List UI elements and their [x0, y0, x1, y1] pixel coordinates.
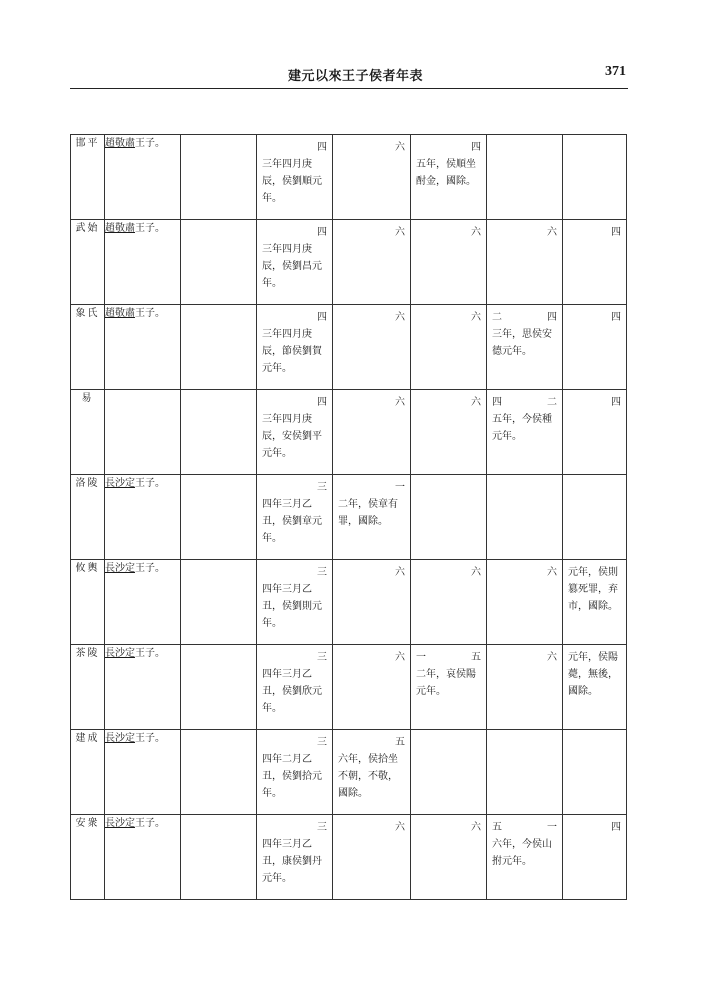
reign-cell-col6 — [411, 390, 487, 475]
year-count: 三 — [317, 822, 327, 833]
reign-cell-col5 — [333, 390, 411, 475]
reign-cell-col3 — [181, 390, 257, 475]
year-count: 六 — [547, 652, 557, 663]
year-count: 六 — [395, 142, 405, 153]
reign-cell-col7 — [487, 815, 563, 900]
year-count: 六 — [471, 567, 481, 578]
record-line: 辰，侯劉順元 — [262, 176, 322, 187]
cell-content — [487, 560, 562, 581]
reign-cell-col4 — [257, 645, 333, 730]
origin-prince: 長沙定 — [105, 818, 135, 829]
year-count: 四 — [317, 397, 327, 408]
year-count-pair — [492, 819, 557, 836]
record-line: 四年三月乙 — [262, 584, 312, 595]
origin-cell — [105, 305, 181, 390]
record-line: 丑，侯劉則元 — [262, 601, 322, 612]
reign-cell-col6 — [411, 220, 487, 305]
record-line: 年。 — [262, 278, 282, 289]
origin-prince: 長沙定 — [105, 478, 135, 489]
cell-content — [257, 305, 332, 377]
cell-content — [333, 730, 410, 802]
record-line: 三年四月庚 — [262, 414, 312, 425]
origin-cell — [105, 475, 181, 560]
cell-content — [563, 305, 626, 326]
cell-content — [333, 135, 410, 156]
year-count: 六 — [395, 822, 405, 833]
origin-cell — [105, 560, 181, 645]
origin-cell — [105, 390, 181, 475]
reign-cell-col6 — [411, 305, 487, 390]
reign-cell-col8 — [563, 220, 627, 305]
record-line: 四年二月乙 — [262, 754, 312, 765]
record-line: 元年。 — [262, 363, 292, 374]
year-count: 四 — [317, 227, 327, 238]
reign-cell-col5 — [333, 645, 411, 730]
record-line: 四年三月乙 — [262, 839, 312, 850]
cell-content — [411, 135, 486, 190]
reign-cell-col5 — [333, 560, 411, 645]
record-line: 丑，侯劉章元 — [262, 516, 322, 527]
cell-content — [411, 645, 486, 700]
origin-suffix: 王子。 — [135, 223, 165, 234]
record-line: 篡死罪，弃 — [568, 584, 618, 595]
year-count-right: 二 — [547, 397, 557, 408]
record-line: 國除。 — [338, 788, 368, 799]
reign-cell-col8 — [563, 560, 627, 645]
header-divider — [70, 88, 628, 89]
reign-cell-col8 — [563, 305, 627, 390]
origin-suffix: 王子。 — [135, 138, 165, 149]
cell-content — [487, 815, 562, 870]
year-count: 六 — [395, 652, 405, 663]
cell-content — [487, 220, 562, 241]
cell-content — [257, 390, 332, 462]
record-line: 拊元年。 — [492, 856, 532, 867]
record-line: 元年。 — [492, 431, 522, 442]
reign-cell-col3 — [181, 475, 257, 560]
reign-cell-col5 — [333, 220, 411, 305]
cell-content — [411, 305, 486, 326]
record-line: 五年，今侯種 — [492, 414, 552, 425]
origin-cell — [105, 220, 181, 305]
cell-content — [333, 220, 410, 241]
reign-cell-col7 — [487, 135, 563, 220]
reign-cell-col3 — [181, 135, 257, 220]
year-count: 一 — [395, 482, 405, 493]
cell-content — [257, 135, 332, 207]
cell-content — [257, 475, 332, 547]
table-row — [71, 135, 627, 220]
reign-cell-col8 — [563, 390, 627, 475]
year-count: 五 — [395, 737, 405, 748]
year-count-pair — [492, 394, 557, 411]
reign-cell-col3 — [181, 815, 257, 900]
year-count: 三 — [317, 567, 327, 578]
table-row — [71, 390, 627, 475]
reign-cell-col5 — [333, 305, 411, 390]
fief-name: 建成 — [71, 730, 105, 815]
fief-name: 茶陵 — [71, 645, 105, 730]
cell-content — [563, 560, 626, 615]
record-line: 六年，今侯山 — [492, 839, 552, 850]
cell-content — [563, 390, 626, 411]
record-line: 年。 — [262, 788, 282, 799]
reign-cell-col4 — [257, 135, 333, 220]
reign-cell-col6 — [411, 475, 487, 560]
year-count-right: 四 — [547, 312, 557, 323]
reign-cell-col7 — [487, 560, 563, 645]
record-line: 二年，侯章有 — [338, 499, 398, 510]
cell-content — [333, 645, 410, 666]
origin-suffix: 王子。 — [135, 563, 165, 574]
year-count-pair — [492, 309, 557, 326]
year-count: 六 — [547, 567, 557, 578]
origin-cell — [105, 815, 181, 900]
record-line: 三年，思侯安 — [492, 329, 552, 340]
record-line: 德元年。 — [492, 346, 532, 357]
fief-name: 攸輿 — [71, 560, 105, 645]
reign-cell-col4 — [257, 305, 333, 390]
reign-cell-col6 — [411, 645, 487, 730]
origin-suffix: 王子。 — [135, 478, 165, 489]
reign-cell-col7 — [487, 645, 563, 730]
reign-cell-col4 — [257, 475, 333, 560]
cell-content — [563, 815, 626, 836]
cell-content — [487, 645, 562, 666]
reign-cell-col5 — [333, 730, 411, 815]
year-count: 三 — [317, 482, 327, 493]
running-title: 建元以來王子侯者年表 — [288, 69, 424, 84]
reign-cell-col3 — [181, 220, 257, 305]
year-count: 四 — [471, 142, 481, 153]
origin-prince: 長沙定 — [105, 648, 135, 659]
cell-content — [411, 390, 486, 411]
year-count: 六 — [547, 227, 557, 238]
cell-content — [257, 730, 332, 802]
cell-content — [563, 645, 626, 700]
cell-content — [257, 560, 332, 632]
year-count: 四 — [611, 312, 621, 323]
year-count: 三 — [317, 652, 327, 663]
year-count: 四 — [317, 312, 327, 323]
year-count: 四 — [317, 142, 327, 153]
reign-cell-col5 — [333, 135, 411, 220]
record-line: 辰，侯劉昌元 — [262, 261, 322, 272]
year-count: 六 — [395, 227, 405, 238]
record-line: 年。 — [262, 618, 282, 629]
origin-suffix: 王子。 — [135, 648, 165, 659]
record-line: 元年。 — [262, 448, 292, 459]
cell-content — [257, 645, 332, 717]
reign-cell-col6 — [411, 730, 487, 815]
record-line: 三年四月庚 — [262, 244, 312, 255]
cell-content — [411, 815, 486, 836]
year-count-left: 二 — [492, 312, 502, 323]
record-line: 年。 — [262, 193, 282, 204]
record-line: 丑，侯劉欣元 — [262, 686, 322, 697]
reign-cell-col5 — [333, 815, 411, 900]
year-count: 四 — [611, 227, 621, 238]
marquis-table — [70, 134, 627, 900]
cell-content — [333, 305, 410, 326]
year-count: 六 — [395, 567, 405, 578]
reign-cell-col4 — [257, 730, 333, 815]
year-count-pair — [416, 649, 481, 666]
cell-content — [563, 220, 626, 241]
record-line: 二年，哀侯陽 — [416, 669, 476, 680]
table-row — [71, 220, 627, 305]
record-line: 丑，康侯劉丹 — [262, 856, 322, 867]
reign-cell-col7 — [487, 730, 563, 815]
cell-content — [333, 560, 410, 581]
year-count: 六 — [471, 227, 481, 238]
year-count-right: 一 — [547, 822, 557, 833]
record-line: 三年四月庚 — [262, 159, 312, 170]
year-count: 四 — [611, 822, 621, 833]
table-row — [71, 645, 627, 730]
fief-name: 武始 — [71, 220, 105, 305]
reign-cell-col3 — [181, 645, 257, 730]
year-count: 六 — [471, 397, 481, 408]
cell-content — [411, 220, 486, 241]
cell-content — [333, 390, 410, 411]
page-header — [70, 62, 626, 86]
year-count: 三 — [317, 737, 327, 748]
reign-cell-col8 — [563, 135, 627, 220]
year-count: 六 — [395, 312, 405, 323]
record-line: 辰，安侯劉平 — [262, 431, 322, 442]
record-line: 市，國除。 — [568, 601, 618, 612]
reign-cell-col7 — [487, 220, 563, 305]
table-row — [71, 730, 627, 815]
origin-cell — [105, 730, 181, 815]
record-line: 六年，侯拾坐 — [338, 754, 398, 765]
record-line: 不朝，不敬， — [338, 771, 398, 782]
cell-content — [257, 815, 332, 887]
reign-cell-col4 — [257, 220, 333, 305]
year-count: 六 — [395, 397, 405, 408]
reign-cell-col6 — [411, 560, 487, 645]
record-line: 酎金，國除。 — [416, 176, 476, 187]
record-line: 五年，侯順坐 — [416, 159, 476, 170]
reign-cell-col8 — [563, 475, 627, 560]
table-row — [71, 560, 627, 645]
table-row — [71, 475, 627, 560]
fief-name: 洛陵 — [71, 475, 105, 560]
cell-content — [333, 475, 410, 530]
fief-name: 邯平 — [71, 135, 105, 220]
origin-suffix: 王子。 — [135, 308, 165, 319]
origin-prince: 長沙定 — [105, 733, 135, 744]
record-line: 元年。 — [416, 686, 446, 697]
record-line: 薨，無後， — [568, 669, 618, 680]
year-count-right: 五 — [471, 652, 481, 663]
table-row — [71, 815, 627, 900]
reign-cell-col6 — [411, 815, 487, 900]
page-number: 371 — [605, 64, 626, 79]
reign-cell-col6 — [411, 135, 487, 220]
reign-cell-col3 — [181, 305, 257, 390]
year-count-left: 五 — [492, 822, 502, 833]
year-count: 四 — [611, 397, 621, 408]
reign-cell-col5 — [333, 475, 411, 560]
origin-prince: 趙敬肅 — [105, 308, 135, 319]
reign-cell-col4 — [257, 560, 333, 645]
origin-cell — [105, 645, 181, 730]
record-line: 元年。 — [262, 873, 292, 884]
reign-cell-col7 — [487, 390, 563, 475]
year-count-left: 一 — [416, 652, 426, 663]
origin-prince: 長沙定 — [105, 563, 135, 574]
origin-cell — [105, 135, 181, 220]
cell-content — [257, 220, 332, 292]
year-count-left: 四 — [492, 397, 502, 408]
origin-prince: 趙敬肅 — [105, 138, 135, 149]
reign-cell-col4 — [257, 815, 333, 900]
record-line: 四年三月乙 — [262, 669, 312, 680]
record-line: 元年，侯則 — [568, 567, 618, 578]
record-line: 罪，國除。 — [338, 516, 388, 527]
origin-prince: 趙敬肅 — [105, 223, 135, 234]
cell-content — [487, 390, 562, 445]
table-row — [71, 305, 627, 390]
cell-content — [333, 815, 410, 836]
record-line: 年。 — [262, 533, 282, 544]
fief-name: 象氏 — [71, 305, 105, 390]
record-line: 三年四月庚 — [262, 329, 312, 340]
reign-cell-col7 — [487, 305, 563, 390]
record-line: 元年，侯陽 — [568, 652, 618, 663]
reign-cell-col3 — [181, 730, 257, 815]
cell-content — [411, 560, 486, 581]
reign-cell-col4 — [257, 390, 333, 475]
record-line: 國除。 — [568, 686, 598, 697]
record-line: 辰，節侯劉賀 — [262, 346, 322, 357]
fief-name: 易 — [71, 390, 105, 475]
origin-suffix: 王子。 — [135, 733, 165, 744]
fief-name: 安衆 — [71, 815, 105, 900]
record-line: 年。 — [262, 703, 282, 714]
reign-cell-col8 — [563, 645, 627, 730]
reign-cell-col8 — [563, 815, 627, 900]
year-count: 六 — [471, 312, 481, 323]
record-line: 丑，侯劉拾元 — [262, 771, 322, 782]
reign-cell-col8 — [563, 730, 627, 815]
reign-cell-col7 — [487, 475, 563, 560]
reign-cell-col3 — [181, 560, 257, 645]
cell-content — [487, 305, 562, 360]
record-line: 四年三月乙 — [262, 499, 312, 510]
year-count: 六 — [471, 822, 481, 833]
origin-suffix: 王子。 — [135, 818, 165, 829]
